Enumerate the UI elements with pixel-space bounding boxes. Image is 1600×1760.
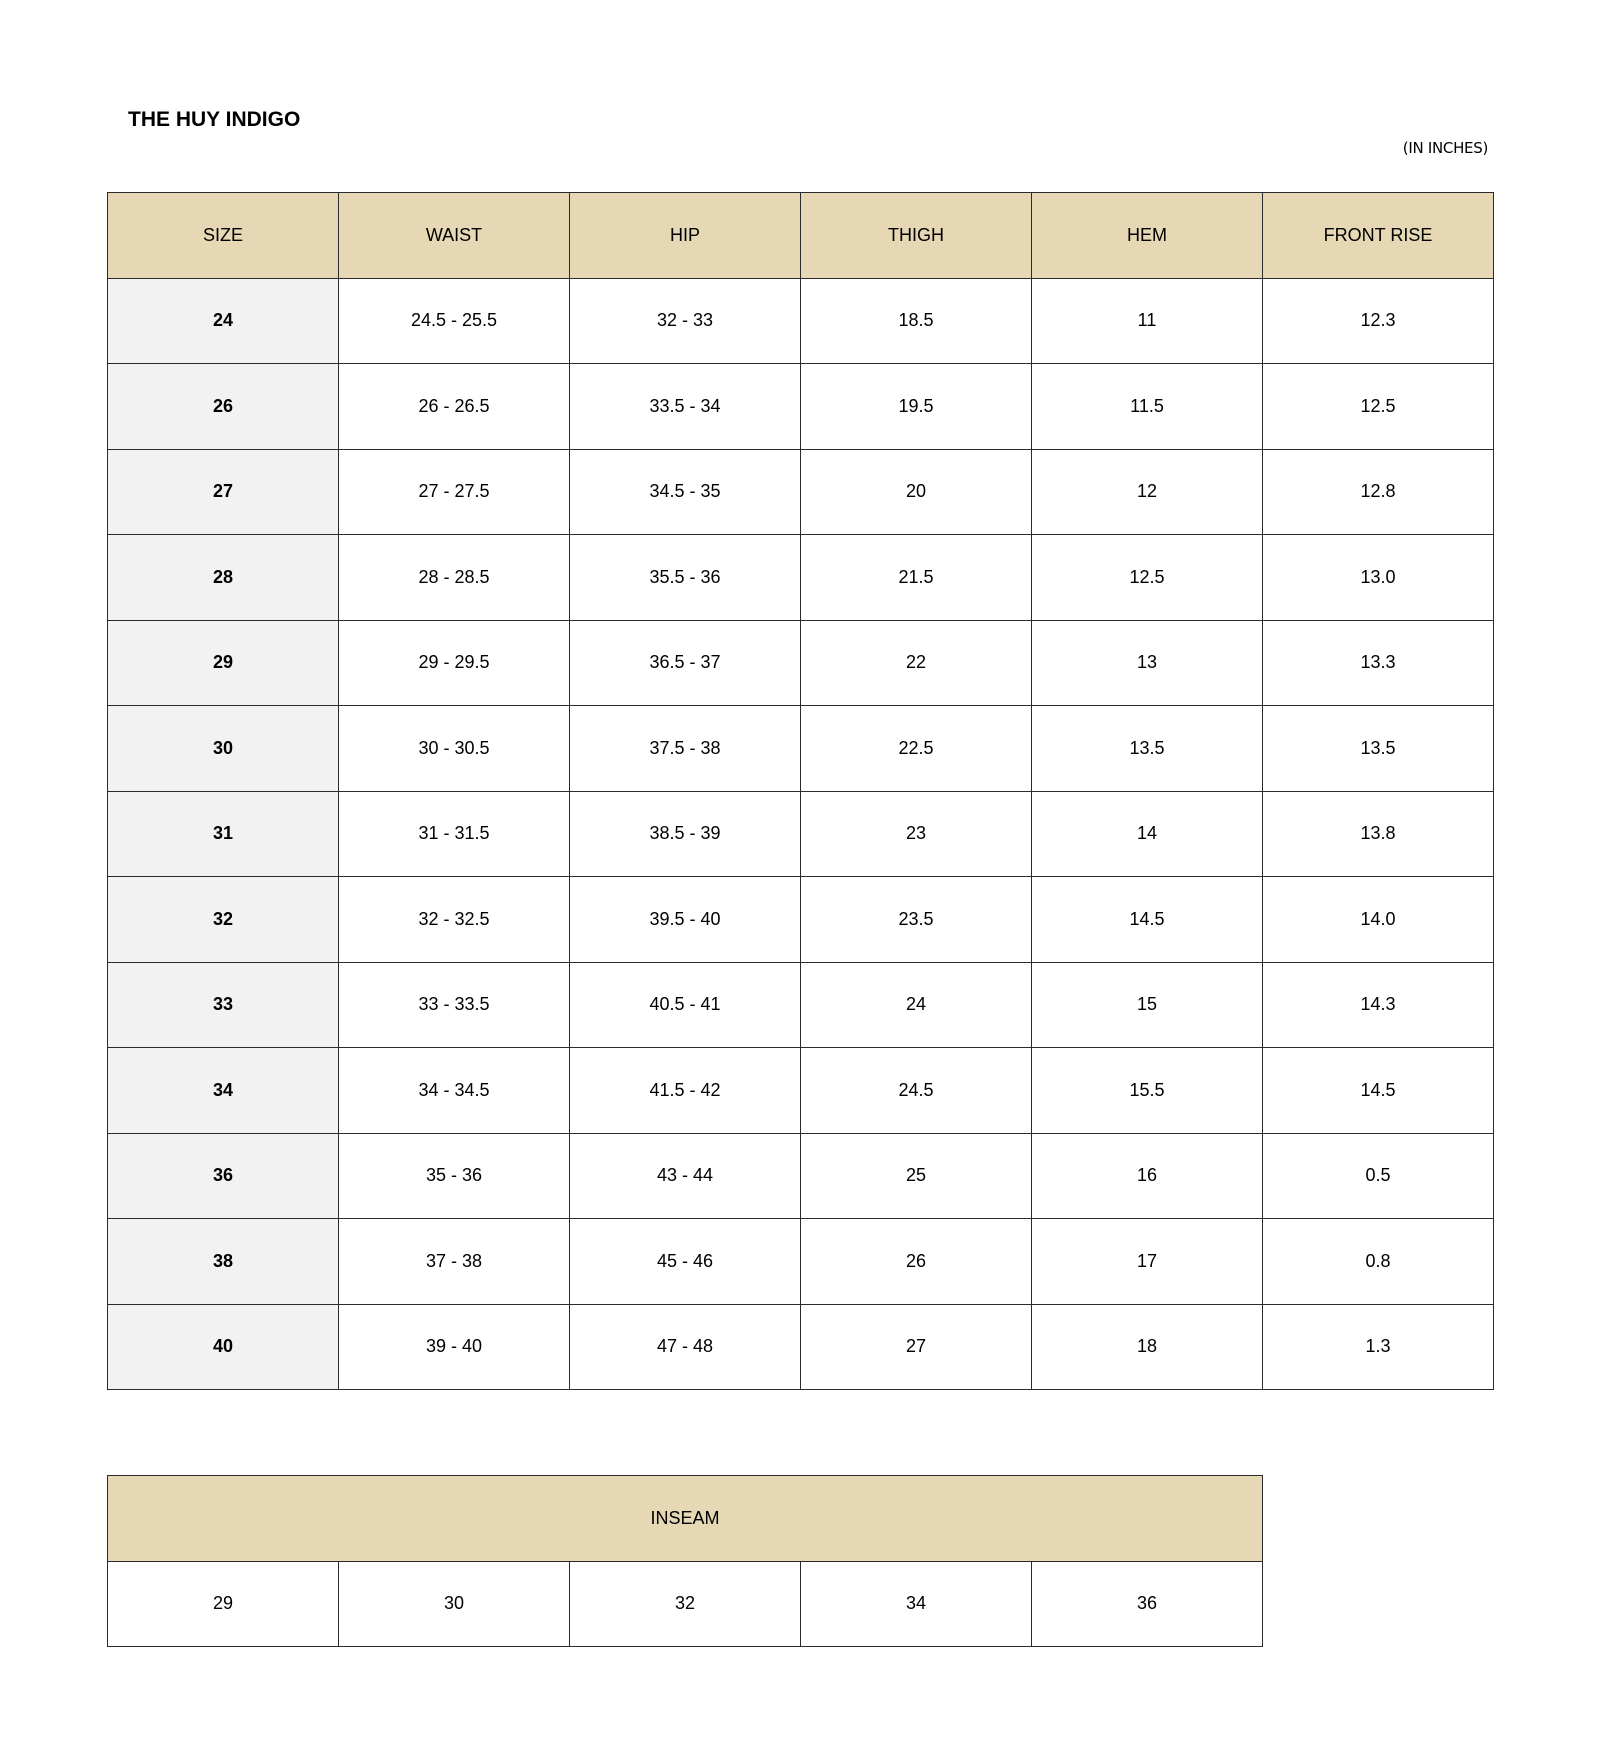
cell-hem: 12.5 (1032, 535, 1263, 621)
cell-size: 31 (108, 791, 339, 877)
cell-thigh: 22 (801, 620, 1032, 706)
header-waist: WAIST (339, 193, 570, 279)
table-row (108, 791, 1494, 877)
table-row (108, 1048, 1494, 1134)
cell-front-rise: 0.5 (1263, 1133, 1494, 1219)
cell-hem: 11.5 (1032, 364, 1263, 450)
cell-front-rise: 1.3 (1263, 1304, 1494, 1390)
cell-thigh: 23.5 (801, 877, 1032, 963)
cell-thigh: 27 (801, 1304, 1032, 1390)
cell-thigh: 21.5 (801, 535, 1032, 621)
header-front-rise: FRONT RISE (1263, 193, 1494, 279)
inseam-table (107, 1475, 1263, 1647)
cell-hem: 13.5 (1032, 706, 1263, 792)
cell-thigh: 20 (801, 449, 1032, 535)
cell-hip: 36.5 - 37 (570, 620, 801, 706)
cell-size: 29 (108, 620, 339, 706)
cell-size: 27 (108, 449, 339, 535)
cell-waist: 26 - 26.5 (339, 364, 570, 450)
cell-waist: 37 - 38 (339, 1219, 570, 1305)
size-chart-table (107, 192, 1494, 1390)
cell-size: 26 (108, 364, 339, 450)
inseam-value: 34 (801, 1561, 1032, 1647)
cell-hem: 15 (1032, 962, 1263, 1048)
header-hip: HIP (570, 193, 801, 279)
cell-size: 36 (108, 1133, 339, 1219)
cell-thigh: 19.5 (801, 364, 1032, 450)
cell-front-rise: 13.8 (1263, 791, 1494, 877)
cell-thigh: 18.5 (801, 278, 1032, 364)
cell-hip: 35.5 - 36 (570, 535, 801, 621)
cell-front-rise: 13.3 (1263, 620, 1494, 706)
table-row (108, 364, 1494, 450)
cell-front-rise: 12.3 (1263, 278, 1494, 364)
cell-waist: 29 - 29.5 (339, 620, 570, 706)
cell-hip: 45 - 46 (570, 1219, 801, 1305)
cell-front-rise: 13.0 (1263, 535, 1494, 621)
cell-hip: 41.5 - 42 (570, 1048, 801, 1134)
table-row (108, 1219, 1494, 1305)
size-chart-header-row (108, 193, 1494, 279)
cell-front-rise: 0.8 (1263, 1219, 1494, 1305)
cell-hip: 40.5 - 41 (570, 962, 801, 1048)
table-row (108, 1304, 1494, 1390)
cell-size: 28 (108, 535, 339, 621)
table-row (108, 449, 1494, 535)
inseam-value: 29 (108, 1561, 339, 1647)
table-row (108, 877, 1494, 963)
inseam-value: 32 (570, 1561, 801, 1647)
cell-front-rise: 14.3 (1263, 962, 1494, 1048)
cell-size: 34 (108, 1048, 339, 1134)
cell-hem: 16 (1032, 1133, 1263, 1219)
inseam-header: INSEAM (108, 1476, 1263, 1562)
cell-waist: 31 - 31.5 (339, 791, 570, 877)
cell-thigh: 24 (801, 962, 1032, 1048)
units-note: (IN INCHES) (1402, 139, 1488, 157)
cell-hem: 17 (1032, 1219, 1263, 1305)
header-size: SIZE (108, 193, 339, 279)
cell-waist: 24.5 - 25.5 (339, 278, 570, 364)
cell-waist: 39 - 40 (339, 1304, 570, 1390)
cell-front-rise: 13.5 (1263, 706, 1494, 792)
table-row (108, 620, 1494, 706)
inseam-value: 30 (339, 1561, 570, 1647)
cell-hem: 14.5 (1032, 877, 1263, 963)
cell-hip: 43 - 44 (570, 1133, 801, 1219)
cell-waist: 34 - 34.5 (339, 1048, 570, 1134)
cell-waist: 32 - 32.5 (339, 877, 570, 963)
cell-front-rise: 14.5 (1263, 1048, 1494, 1134)
cell-hip: 39.5 - 40 (570, 877, 801, 963)
cell-front-rise: 12.8 (1263, 449, 1494, 535)
cell-size: 33 (108, 962, 339, 1048)
header-thigh: THIGH (801, 193, 1032, 279)
cell-front-rise: 14.0 (1263, 877, 1494, 963)
cell-hip: 32 - 33 (570, 278, 801, 364)
cell-size: 24 (108, 278, 339, 364)
cell-thigh: 22.5 (801, 706, 1032, 792)
cell-hem: 18 (1032, 1304, 1263, 1390)
cell-thigh: 26 (801, 1219, 1032, 1305)
table-row (108, 706, 1494, 792)
cell-size: 32 (108, 877, 339, 963)
cell-size: 38 (108, 1219, 339, 1305)
cell-size: 30 (108, 706, 339, 792)
inseam-header-row (108, 1476, 1263, 1562)
cell-thigh: 24.5 (801, 1048, 1032, 1134)
cell-hem: 11 (1032, 278, 1263, 364)
cell-hip: 33.5 - 34 (570, 364, 801, 450)
document-title: THE HUY INDIGO (128, 108, 301, 131)
header-hem: HEM (1032, 193, 1263, 279)
cell-waist: 35 - 36 (339, 1133, 570, 1219)
size-chart-body (108, 278, 1494, 1390)
cell-hip: 34.5 - 35 (570, 449, 801, 535)
cell-waist: 30 - 30.5 (339, 706, 570, 792)
table-row (108, 278, 1494, 364)
table-row (108, 962, 1494, 1048)
cell-hem: 12 (1032, 449, 1263, 535)
cell-hem: 14 (1032, 791, 1263, 877)
table-row (108, 1133, 1494, 1219)
cell-hip: 37.5 - 38 (570, 706, 801, 792)
cell-thigh: 25 (801, 1133, 1032, 1219)
cell-waist: 27 - 27.5 (339, 449, 570, 535)
cell-thigh: 23 (801, 791, 1032, 877)
cell-hip: 47 - 48 (570, 1304, 801, 1390)
cell-front-rise: 12.5 (1263, 364, 1494, 450)
cell-hip: 38.5 - 39 (570, 791, 801, 877)
cell-hem: 13 (1032, 620, 1263, 706)
inseam-values-row (108, 1561, 1263, 1647)
inseam-value: 36 (1032, 1561, 1263, 1647)
cell-hem: 15.5 (1032, 1048, 1263, 1134)
cell-waist: 28 - 28.5 (339, 535, 570, 621)
cell-waist: 33 - 33.5 (339, 962, 570, 1048)
table-row (108, 535, 1494, 621)
cell-size: 40 (108, 1304, 339, 1390)
